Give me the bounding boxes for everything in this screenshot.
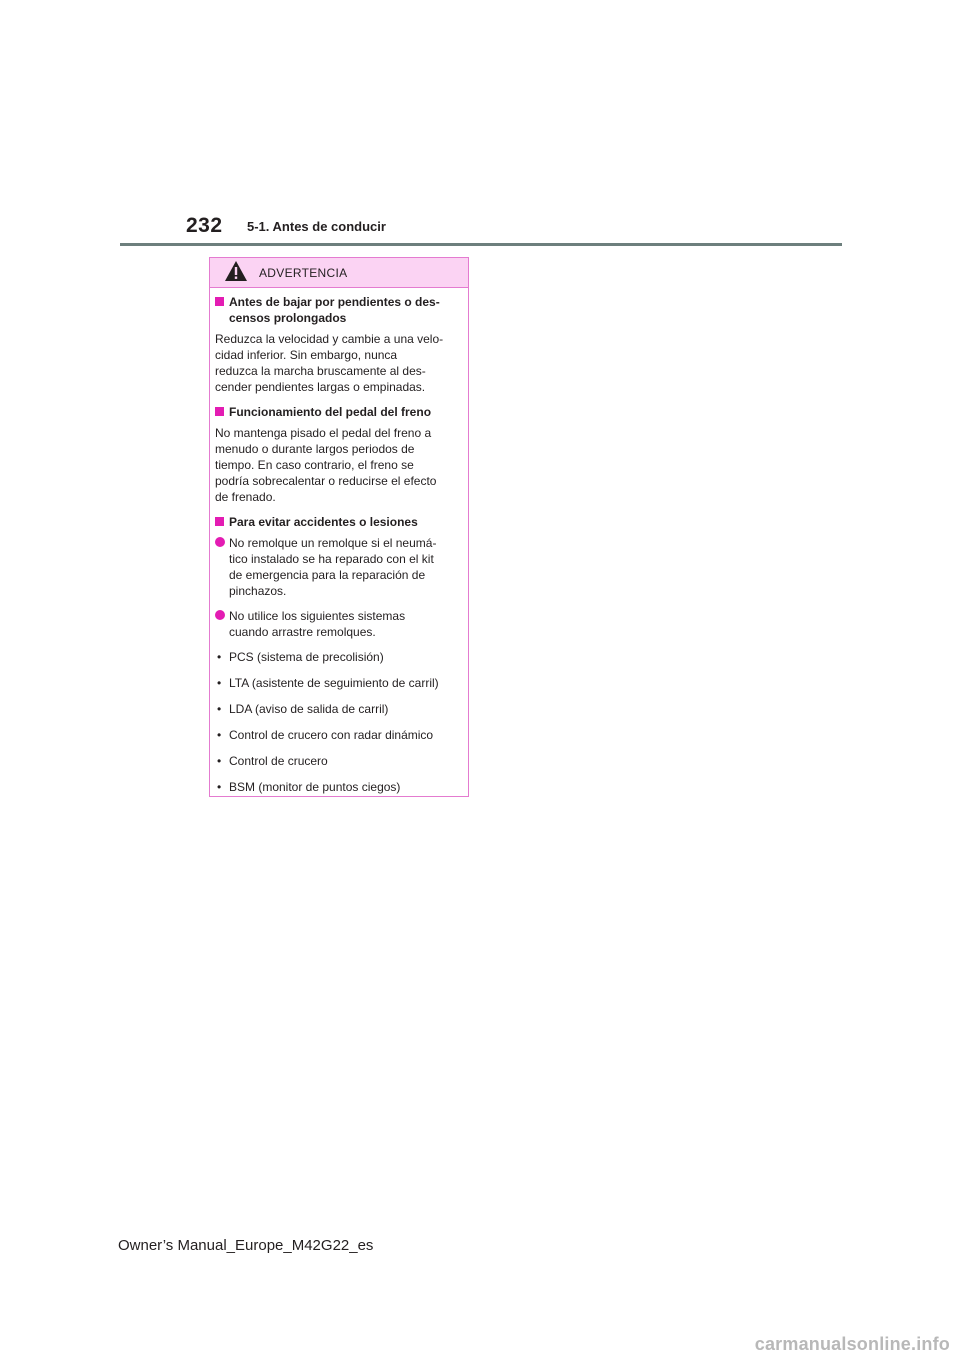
square-bullet-icon xyxy=(215,297,224,306)
list-item-text: No remolque un remolque si el neumá- tico instalado se ha reparado con el kit de emergencia para la reparación de pinchazos. xyxy=(229,536,437,598)
header-divider xyxy=(120,243,842,246)
sub-list-item xyxy=(215,649,460,665)
heading-text: Para evitar accidentes o lesiones xyxy=(229,515,418,529)
warning-paragraph: Reduzca la velocidad y cambie a una velo- cidad inferior. Sin embargo, nunca reduzca la marcha bruscamente al des- cender pendientes largas o empinadas. xyxy=(215,332,444,394)
warning-heading xyxy=(215,294,460,326)
sub-list-item xyxy=(215,779,460,795)
warning-content xyxy=(210,288,468,795)
sub-list-item xyxy=(215,727,460,743)
sub-list-item-text: Control de crucero xyxy=(229,754,328,768)
dot-bullet-icon: • xyxy=(217,754,222,768)
sub-list-item-text: LDA (aviso de salida de carril) xyxy=(229,702,389,716)
warning-heading xyxy=(215,404,460,420)
sub-list-item-text: Control de crucero con radar dinámico xyxy=(229,728,434,742)
warning-box xyxy=(209,257,469,797)
warning-paragraph: No mantenga pisado el pedal del freno a menudo o durante largos periodos de tiempo. En caso contrario, el freno se podría sobrecalentar o reducirse el efecto de frenado. xyxy=(215,426,437,504)
heading-text: Funcionamiento del pedal del freno xyxy=(229,405,432,419)
dot-bullet-icon: • xyxy=(217,650,222,664)
watermark[interactable]: carmanualsonline.info xyxy=(754,1334,950,1354)
sub-list-item xyxy=(215,701,460,717)
warning-heading xyxy=(215,514,460,530)
sub-list-item-text: PCS (sistema de precolisión) xyxy=(229,650,384,664)
sub-list-item-text: BSM (monitor de puntos ciegos) xyxy=(229,780,401,794)
section-title: 5-1. Antes de conducir xyxy=(247,219,386,234)
square-bullet-icon xyxy=(215,407,224,416)
dot-bullet-icon: • xyxy=(217,702,222,716)
list-item-text: No utilice los siguientes sistemas cuando arrastre remolques. xyxy=(229,609,406,639)
sub-list-item xyxy=(215,753,460,769)
footer-text: Owner’s Manual_Europe_M42G22_es xyxy=(118,1237,374,1254)
dot-bullet-icon: • xyxy=(217,780,222,794)
page-number: 232 xyxy=(186,214,223,237)
warning-title: ADVERTENCIA xyxy=(259,266,348,280)
heading-text: Antes de bajar por pendientes o des- censos prolongados xyxy=(229,295,440,325)
warning-triangle-icon xyxy=(224,260,248,282)
dot-bullet-icon: • xyxy=(217,676,222,690)
list-item xyxy=(215,608,460,640)
square-bullet-icon xyxy=(215,517,224,526)
list-item xyxy=(215,535,460,599)
dot-bullet-icon: • xyxy=(217,728,222,742)
sub-list-item-text: LTA (asistente de seguimiento de carril) xyxy=(229,676,439,690)
sub-list-item xyxy=(215,675,460,691)
circle-bullet-icon xyxy=(215,610,225,620)
warning-header xyxy=(210,258,468,288)
circle-bullet-icon xyxy=(215,537,225,547)
